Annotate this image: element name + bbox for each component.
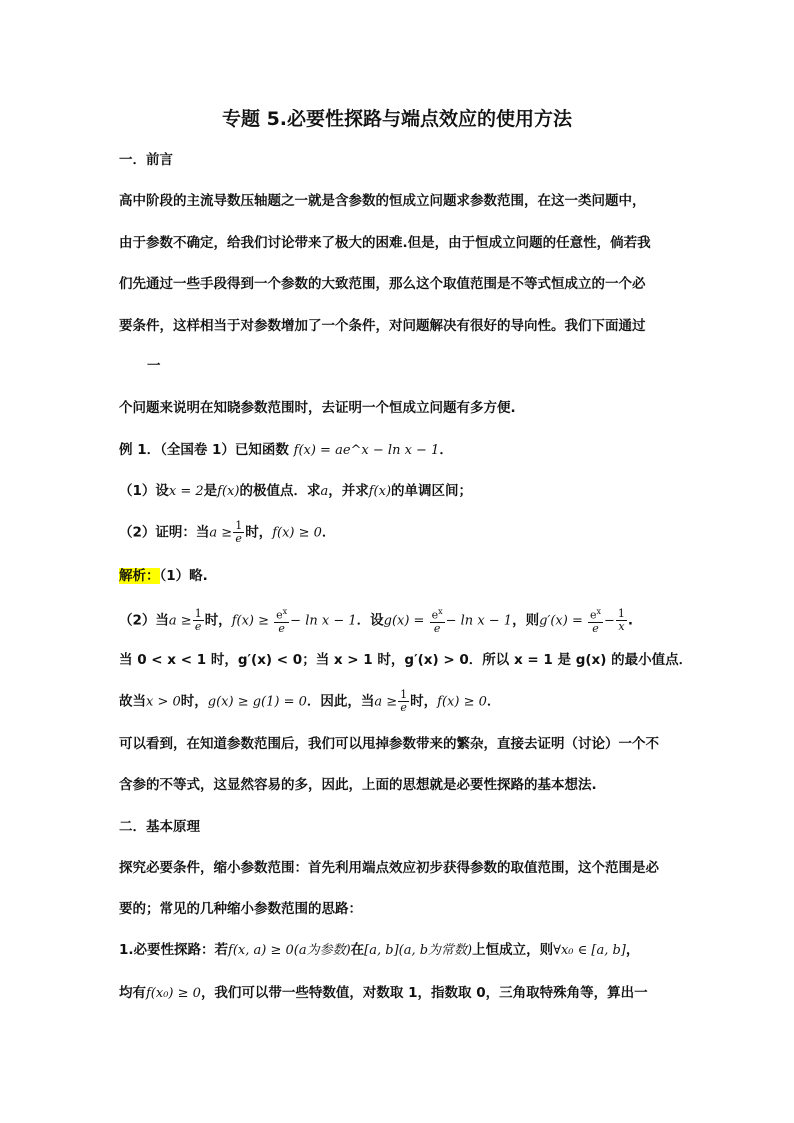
paragraph-line: 高中阶段的主流导数压轴题之一就是含参数的恒成立问题求参数范围，在这一类问题中， (119, 193, 646, 209)
question-text: 是 (203, 483, 218, 499)
principle-line-2 (119, 983, 648, 1004)
paragraph-text: ，我们可以带一些特数值，对数取 1，指数取 0，三角取特殊角等，算出一 (200, 985, 648, 1001)
fraction-1-over-e: $\frac{1}{e}$ (400, 688, 408, 714)
math-expr: x > 0 (146, 694, 181, 710)
question-text: ，并求 (328, 483, 369, 499)
paragraph-line: 个问题来说明在知晓参数范围时，去证明一个恒成立问题有多方便. (119, 400, 516, 416)
math-expr: f(x₀) ≥ 0 (146, 986, 201, 1001)
question-text: 时， (245, 524, 273, 541)
solution-text: ．因此，当 (306, 693, 375, 710)
paragraph-line: 探究必要条件，缩小参数范围：首先利用端点效应初步获得参数的取值范围，这个范围是必 (119, 860, 659, 876)
solution-text: ． (486, 693, 501, 710)
paragraph-text: 1.必要性探路：若 (119, 942, 229, 958)
math-expr: a ≥ (209, 525, 233, 541)
question-text: 的极值点．求 (239, 483, 321, 499)
paragraph-line: 可以看到，在知道参数范围后，我们可以甩掉参数带来的繁杂，直接去证明（讨论）一个不 (119, 736, 659, 752)
paragraph-text: ， (625, 942, 640, 958)
page-title: 专题 5.必要性探路与端点效应的使用方法 (221, 108, 573, 130)
solution-text: 时， (180, 693, 208, 710)
math-expr: (a, b为常数) (398, 943, 473, 958)
solution-text: ，则 (512, 612, 540, 629)
question-text: （1）设 (119, 483, 169, 499)
paragraph-line: 一 (147, 358, 161, 374)
math-expr: x = 2 (168, 484, 204, 499)
fraction-ex-over-e: $\frac{e^x}{e}$ (276, 607, 288, 635)
math-expr: f(x) (368, 484, 392, 499)
question-1 (119, 481, 472, 502)
solution-text: 故当 (119, 693, 146, 710)
paragraph-line: 含参的不等式，这显然容易的多，因此，上面的思想就是必要性探路的基本想法. (119, 777, 597, 793)
solution-text: （1）略. (159, 568, 208, 584)
paragraph-text: 均有 (119, 985, 146, 1001)
solution-part-1 (119, 566, 208, 586)
solution-part-2: （2）当a ≥ $\frac{1}{e}$ 时，f(x) ≥ $\frac{e^x}{e}$ − ln x − 1．设g(x) = $\frac{e^x}{e}$ − ln x − 1，则g′(x) = $\frac{e^x}{e}$ − $\frac{1}{x}$ . (119, 606, 634, 635)
paragraph-line: 们先通过一些手段得到一个参数的大致范围，那么这个取值范围是不等式恒成立的一个必 (119, 276, 646, 292)
math-expr: ∀x₀ ∈ [a, b] (553, 943, 626, 958)
paragraph-line: 由于参数不确定，给我们讨论带来了极大的困难.但是，由于恒成立问题的任意性，倘若我 (119, 235, 651, 251)
function-formula: f(x) = ae^x − ln x − 1 (293, 443, 440, 458)
solution-text: 时， (204, 612, 232, 629)
fraction-1-over-e: $\frac{1}{e}$ (194, 606, 202, 633)
solution-text: （2）当 (119, 612, 169, 629)
solution-text: ．设 (356, 612, 384, 629)
fraction-ex-over-e: $\frac{e^x}{e}$ (589, 607, 602, 635)
question-text: ． (321, 524, 336, 541)
solution-label: 解析： (119, 568, 160, 584)
solution-text: 时， (410, 693, 438, 710)
example-statement: 例 1．（全国卷 1）已知函数 f(x) = ae^x − ln x − 1． (119, 442, 453, 458)
math-expr: [a, b] (364, 943, 399, 958)
solution-part-4: 故当x > 0时，g(x) ≥ g(1) = 0．因此，当a ≥ $\frac{1}{e}$ 时，f(x) ≥ 0． (119, 688, 501, 714)
math-expr: f(x, a) ≥ 0(a为参数) (228, 943, 351, 958)
math-expr: f(x) ≥ 0 (272, 525, 322, 541)
section-heading-principle: 二．基本原理 (119, 819, 200, 835)
fraction-1-over-x: $\frac{1}{x}$ (617, 606, 625, 633)
math-expr: a (320, 484, 329, 499)
math-expr: g(x) ≥ g(1) = 0 (207, 694, 307, 710)
fraction-ex-over-e: $\frac{e^x}{e}$ (431, 607, 443, 635)
question-text: （2）证明：当 (119, 524, 210, 541)
question-2 (119, 520, 335, 545)
paragraph-line: 要条件，这样相当于对参数增加了一个条件，对问题解决有很好的导向性。我们下面通过 (119, 318, 646, 334)
solution-part-3: 当 0 < x < 1 时，g′(x) < 0；当 x > 1 时，g′(x) > 0．所以 x = 1 是 g(x) 的最小值点． (119, 652, 693, 668)
section-heading-preface: 一．前言 (119, 152, 173, 168)
math-expr: f(x) (217, 484, 240, 499)
paragraph-text: 在 (350, 942, 365, 958)
question-text: 的单调区间； (391, 483, 473, 499)
principle-line-1 (119, 940, 639, 961)
math-expr: f(x) ≥ 0 (437, 694, 487, 710)
example-intro: 例 1．（全国卷 1）已知函数 (119, 442, 289, 458)
paragraph-line: 要的；常见的几种缩小参数范围的思路： (119, 901, 362, 917)
fraction-1-over-e: $\frac{1}{e}$ (235, 519, 243, 545)
paragraph-text: 上恒成立，则 (472, 942, 554, 958)
